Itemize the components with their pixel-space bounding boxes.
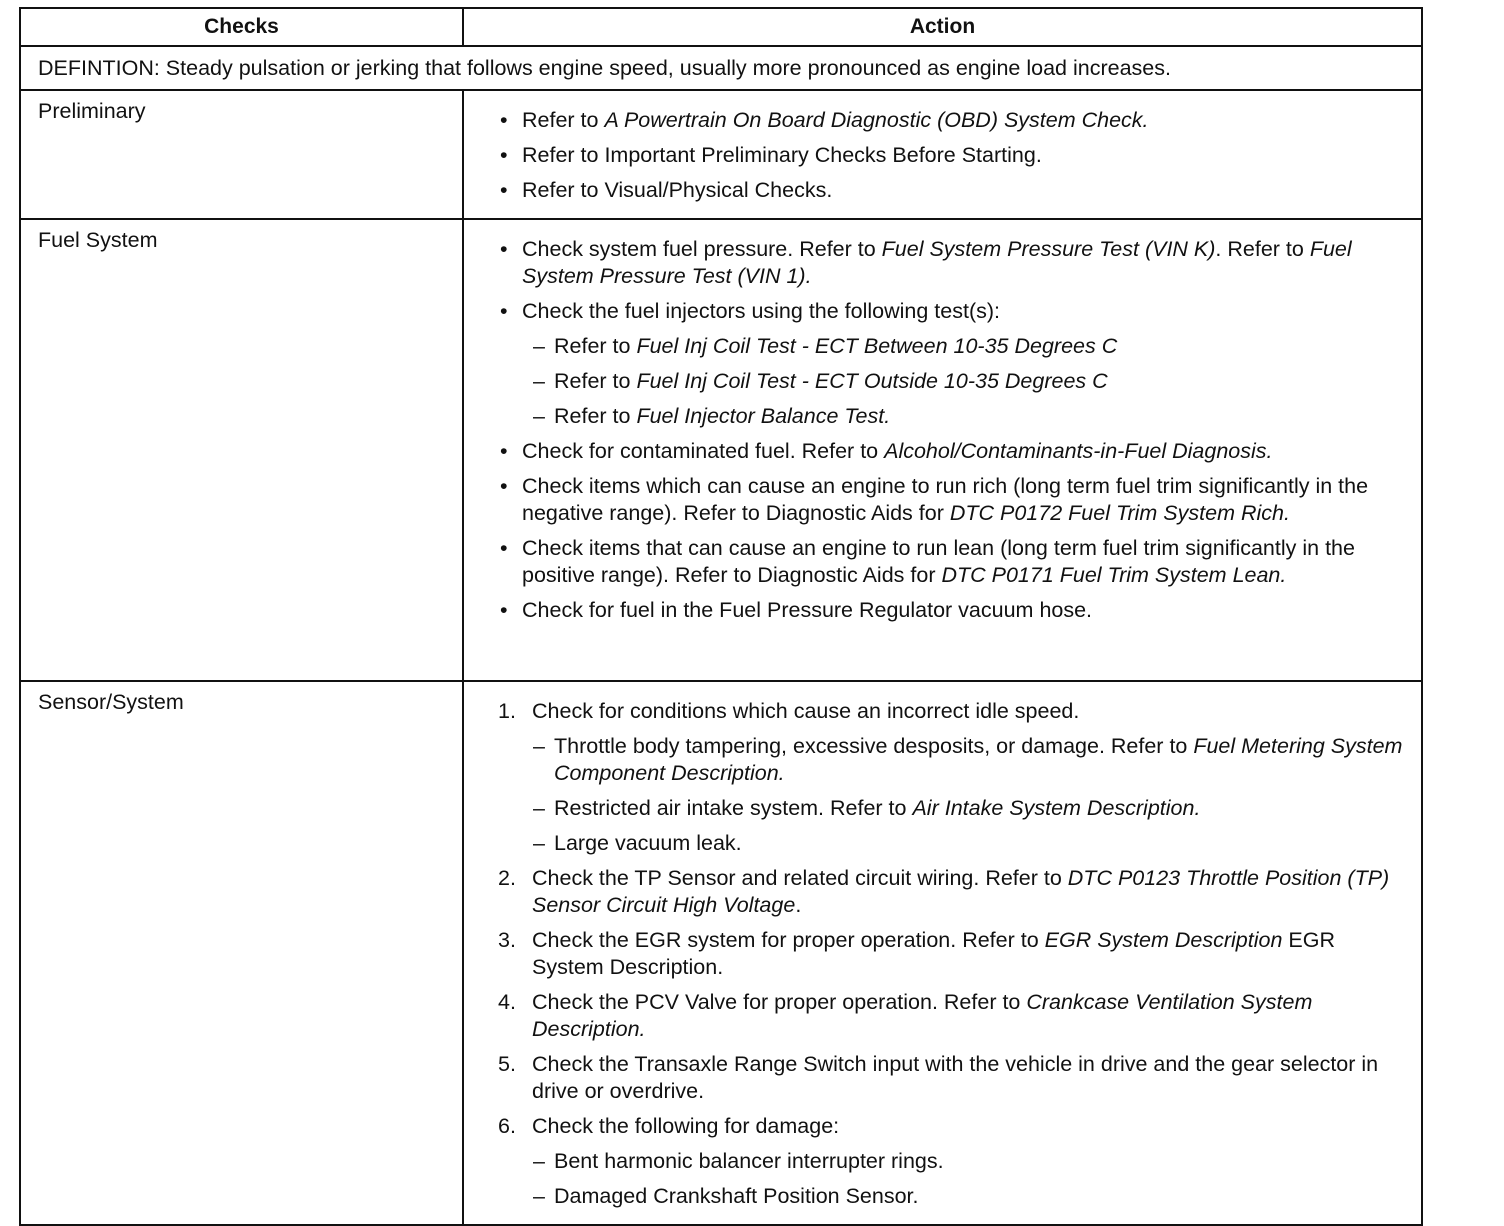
bullet-item bbox=[464, 597, 1409, 624]
sub-item bbox=[464, 1183, 1409, 1210]
bullet-icon: • bbox=[500, 536, 508, 560]
action-cell bbox=[463, 681, 1422, 1225]
dash-icon: – bbox=[533, 404, 545, 428]
item-text: Check the TP Sensor and related circuit wiring. Refer to bbox=[532, 866, 1068, 890]
item-text: Check the PCV Valve for proper operation. Refer to bbox=[532, 990, 1027, 1014]
dash-icon: – bbox=[533, 1184, 545, 1208]
item-text: Refer to bbox=[554, 369, 637, 393]
numbered-step bbox=[464, 865, 1409, 919]
check-label: Fuel System bbox=[20, 219, 463, 681]
bullet-item bbox=[464, 535, 1409, 589]
bullet-item bbox=[464, 438, 1409, 465]
step-number: 4. bbox=[498, 990, 516, 1014]
check-label: Sensor/System bbox=[20, 681, 463, 1225]
item-text: Damaged Crankshaft Position Sensor. bbox=[554, 1184, 919, 1208]
item-text: Check items that can cause an engine to run lean (long term fuel trim significantly in the positive range). Refer to Diagnostic Aids for bbox=[522, 536, 1355, 587]
reference-title: EGR System Description bbox=[1044, 928, 1283, 952]
dash-icon: – bbox=[533, 334, 545, 358]
bullet-icon: • bbox=[500, 439, 508, 463]
item-text: Check items which can cause an engine to run rich (long term fuel trim significantly in the negative range). Refer to Diagnostic Aids for bbox=[522, 474, 1369, 525]
check-label: Preliminary bbox=[20, 90, 463, 219]
sub-item bbox=[464, 733, 1409, 787]
item-text: . Refer to bbox=[1215, 237, 1310, 261]
check-row bbox=[20, 219, 1422, 681]
item-text: Refer to bbox=[554, 334, 637, 358]
reference-title: Fuel Inj Coil Test - ECT Outside 10-35 Degrees C bbox=[636, 369, 1108, 393]
header-row bbox=[20, 8, 1422, 46]
bullet-icon: • bbox=[500, 474, 508, 498]
check-row bbox=[20, 681, 1422, 1225]
numbered-step bbox=[464, 927, 1409, 981]
reference-title: Fuel System Pressure Test (VIN 1). bbox=[522, 237, 1352, 288]
action-header: Action bbox=[463, 8, 1422, 46]
sub-item bbox=[464, 1148, 1409, 1175]
definition-text: DEFINTION: Steady pulsation or jerking that follows engine speed, usually more pronounced as engine load increases. bbox=[20, 46, 1422, 90]
dash-icon: – bbox=[533, 734, 545, 758]
item-text: Throttle body tampering, excessive desposits, or damage. Refer to bbox=[554, 734, 1194, 758]
item-text: Refer to Important Preliminary Checks Before Starting. bbox=[522, 143, 1042, 167]
sub-item bbox=[464, 368, 1409, 395]
bullet-icon: • bbox=[500, 143, 508, 167]
item-text: Check for contaminated fuel. Refer to bbox=[522, 439, 885, 463]
reference-title: Alcohol/Contaminants-in-Fuel Diagnosis. bbox=[884, 439, 1273, 463]
item-text: Check for conditions which cause an incorrect idle speed. bbox=[532, 699, 1080, 723]
item-text: Large vacuum leak. bbox=[554, 831, 742, 855]
reference-title: A Powertrain On Board Diagnostic (OBD) System Check. bbox=[604, 108, 1149, 132]
bullet-item bbox=[464, 236, 1409, 290]
item-text: Check the following for damage: bbox=[532, 1114, 840, 1138]
item-text: Check for fuel in the Fuel Pressure Regulator vacuum hose. bbox=[522, 598, 1093, 622]
dash-icon: – bbox=[533, 1149, 545, 1173]
reference-title: DTC P0172 Fuel Trim System Rich. bbox=[949, 501, 1290, 525]
sub-item bbox=[464, 830, 1409, 857]
bullet-icon: • bbox=[500, 299, 508, 323]
item-text: Refer to Visual/Physical Checks. bbox=[522, 178, 833, 202]
reference-title: DTC P0123 Throttle Position (TP) Sensor Circuit High Voltage bbox=[532, 866, 1390, 917]
step-number: 6. bbox=[498, 1114, 516, 1138]
reference-title: Fuel System Pressure Test (VIN K) bbox=[881, 237, 1216, 261]
item-text: Restricted air intake system. Refer to bbox=[554, 796, 913, 820]
item-text: . bbox=[795, 893, 802, 917]
item-text: Check the EGR system for proper operation. Refer to bbox=[532, 928, 1045, 952]
numbered-step bbox=[464, 989, 1409, 1043]
dash-icon: – bbox=[533, 831, 545, 855]
numbered-step bbox=[464, 1051, 1409, 1105]
checks-header: Checks bbox=[20, 8, 463, 46]
action-cell bbox=[463, 90, 1422, 219]
check-row bbox=[20, 90, 1422, 219]
diagnostic-table bbox=[19, 7, 1423, 1226]
item-text: Bent harmonic balancer interrupter rings. bbox=[554, 1149, 944, 1173]
reference-title: Air Intake System Description. bbox=[912, 796, 1201, 820]
item-text: Check the fuel injectors using the following test(s): bbox=[522, 299, 1001, 323]
reference-title: Crankcase Ventilation System Description. bbox=[532, 990, 1313, 1041]
dash-icon: – bbox=[533, 796, 545, 820]
sub-item bbox=[464, 795, 1409, 822]
bullet-icon: • bbox=[500, 178, 508, 202]
bullet-item bbox=[464, 177, 1409, 204]
reference-title: Fuel Injector Balance Test. bbox=[636, 404, 891, 428]
sub-item bbox=[464, 403, 1409, 430]
item-text: EGR System Description. bbox=[532, 928, 1335, 979]
step-number: 1. bbox=[498, 699, 516, 723]
reference-title: Fuel Inj Coil Test - ECT Between 10-35 Degrees C bbox=[636, 334, 1118, 358]
bullet-item bbox=[464, 473, 1409, 527]
bullet-icon: • bbox=[500, 108, 508, 132]
dash-icon: – bbox=[533, 369, 545, 393]
item-text: Check system fuel pressure. Refer to bbox=[522, 237, 882, 261]
item-text: Check the Transaxle Range Switch input with the vehicle in drive and the gear selector in drive or overdrive. bbox=[532, 1052, 1379, 1103]
reference-title: Fuel Metering System Component Description. bbox=[554, 734, 1403, 785]
numbered-step bbox=[464, 1113, 1409, 1140]
sub-item bbox=[464, 333, 1409, 360]
step-number: 3. bbox=[498, 928, 516, 952]
definition-row bbox=[20, 46, 1422, 90]
item-text: Refer to bbox=[554, 404, 637, 428]
bullet-item bbox=[464, 298, 1409, 325]
bullet-icon: • bbox=[500, 237, 508, 261]
action-cell bbox=[463, 219, 1422, 681]
reference-title: DTC P0171 Fuel Trim System Lean. bbox=[941, 563, 1287, 587]
bullet-item bbox=[464, 107, 1409, 134]
step-number: 2. bbox=[498, 866, 516, 890]
bullet-icon: • bbox=[500, 598, 508, 622]
step-number: 5. bbox=[498, 1052, 516, 1076]
numbered-step bbox=[464, 698, 1409, 725]
bullet-item bbox=[464, 142, 1409, 169]
item-text: Refer to bbox=[522, 108, 605, 132]
